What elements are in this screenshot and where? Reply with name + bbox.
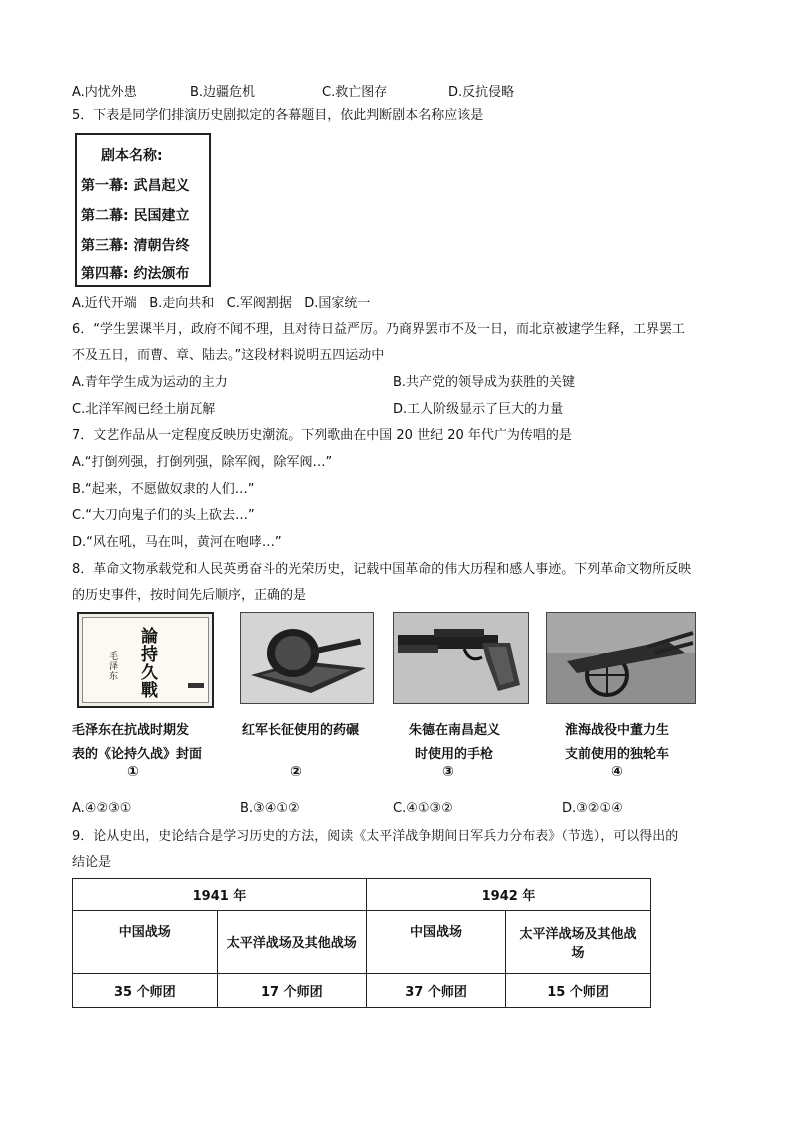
act-4: 第四幕: 约法颁布 — [81, 266, 190, 282]
year-header-1941: 1941 年 — [73, 879, 367, 911]
fig4-number: ④ — [611, 764, 623, 780]
q8-option-b[interactable]: B.③④①② — [240, 801, 300, 816]
fig1-number: ① — [127, 764, 139, 780]
q9-stem-line-2: 结论是 — [72, 855, 112, 870]
book-title-calligraphy: 論持久戰 — [141, 627, 158, 701]
header-1941-pacific: 太平洋战场及其他战场 — [217, 911, 366, 973]
year-header-1942: 1942 年 — [366, 879, 650, 911]
q6-stem-line-1: 6．“学生罢课半月，政府不闻不理，且对待日益严厉。乃商界罢市不及一日，而北京被逮学生释，工界罢工 — [72, 322, 686, 337]
act-2: 第二幕: 民国建立 — [81, 208, 190, 224]
q7-option-b[interactable]: B.“起来，不愿做奴隶的人们…” — [72, 482, 255, 497]
fig2-caption: 红军长征使用的药碾 — [242, 723, 360, 738]
q7-option-a[interactable]: A.“打倒列强，打倒列强，除军阀，除军阀…” — [72, 455, 333, 470]
q6-option-c[interactable]: C.北洋军阀已经土崩瓦解 — [72, 402, 216, 417]
japanese-troop-distribution-table — [72, 878, 651, 1008]
q5-stem: 5．下表是同学们排演历史剧拟定的各幕题目，依此判断剧本名称应该是 — [72, 108, 484, 123]
q6-option-a[interactable]: A.青年学生成为运动的主力 — [72, 375, 228, 390]
value-1941-pacific: 17 个师团 — [217, 973, 366, 1007]
wheelbarrow-image — [546, 612, 696, 704]
q8-option-a[interactable]: A.④②③① — [72, 801, 132, 816]
fig2-number: ② — [290, 764, 302, 780]
fig3-number: ③ — [442, 764, 454, 780]
fig4-caption-line-1: 淮海战役中董力生 — [565, 723, 670, 738]
value-1942-china: 37 个师团 — [366, 973, 505, 1007]
q6-option-b[interactable]: B.共产党的领导成为获胜的关键 — [393, 375, 576, 390]
fig4-caption-line-2: 支前使用的独轮车 — [565, 747, 670, 762]
q4-option-d[interactable]: D.反抗侵略 — [448, 85, 515, 100]
pistol-image — [393, 612, 529, 704]
fig3-caption-line-1: 朱德在南昌起义 — [409, 723, 501, 738]
q4-option-c[interactable]: C.救亡图存 — [322, 85, 388, 100]
fig3-caption-line-2: 时使用的手枪 — [415, 747, 494, 762]
medicine-grinder-image — [240, 612, 374, 704]
q8-stem-line-1: 8．革命文物承载党和人民英勇奋斗的光荣历史，记载中国革命的伟大历程和感人事迹。下列革命文物所反映 — [72, 562, 692, 577]
act-1: 第一幕: 武昌起义 — [81, 178, 190, 194]
q9-stem-line-1: 9．论从史出，史论结合是学习历史的方法，阅读《太平洋战争期间日军兵力分布表》（节选），可以得出的 — [72, 829, 679, 844]
header-1942-china: 中国战场 — [366, 911, 505, 973]
q7-option-c[interactable]: C.“大刀向鬼子们的头上砍去…” — [72, 508, 255, 523]
script-name-label: 剧本名称: — [101, 148, 163, 164]
fig1-caption-line-1: 毛泽东在抗战时期发 — [72, 723, 190, 738]
q4-option-b[interactable]: B.边疆危机 — [190, 85, 256, 100]
header-1941-china: 中国战场 — [73, 911, 218, 973]
header-1942-pacific: 太平洋战场及其他战场 — [506, 911, 651, 973]
act-3: 第三幕: 清朝告终 — [81, 238, 190, 254]
book-author-mark: 毛泽东 — [109, 652, 119, 682]
script-title-box — [75, 133, 211, 287]
q7-stem: 7．文艺作品从一定程度反映历史潮流。下列歌曲在中国 20 世纪 20 年代广为传唱的是 — [72, 428, 572, 443]
q6-option-d[interactable]: D.工人阶级显示了巨大的力量 — [393, 402, 564, 417]
value-1941-china: 35 个师团 — [73, 973, 218, 1007]
q7-option-d[interactable]: D.“风在吼，马在叫，黄河在咆哮…” — [72, 535, 282, 550]
q4-option-a[interactable]: A.内忧外患 — [72, 85, 137, 100]
value-1942-pacific: 15 个师团 — [506, 973, 651, 1007]
q8-stem-line-2: 的历史事件，按时间先后顺序，正确的是 — [72, 588, 307, 603]
fig1-caption-line-2: 表的《论持久战》封面 — [72, 747, 203, 762]
q5-options: A.近代开端 B.走向共和 C.军阀割据 D.国家统一 — [72, 296, 371, 311]
q8-option-d[interactable]: D.③②①④ — [562, 801, 623, 816]
q8-option-c[interactable]: C.④①③② — [393, 801, 453, 816]
book-cover-image — [77, 612, 214, 708]
q6-stem-line-2: 不及五日，而曹、章、陆去。”这段材料说明五四运动中 — [72, 348, 385, 363]
